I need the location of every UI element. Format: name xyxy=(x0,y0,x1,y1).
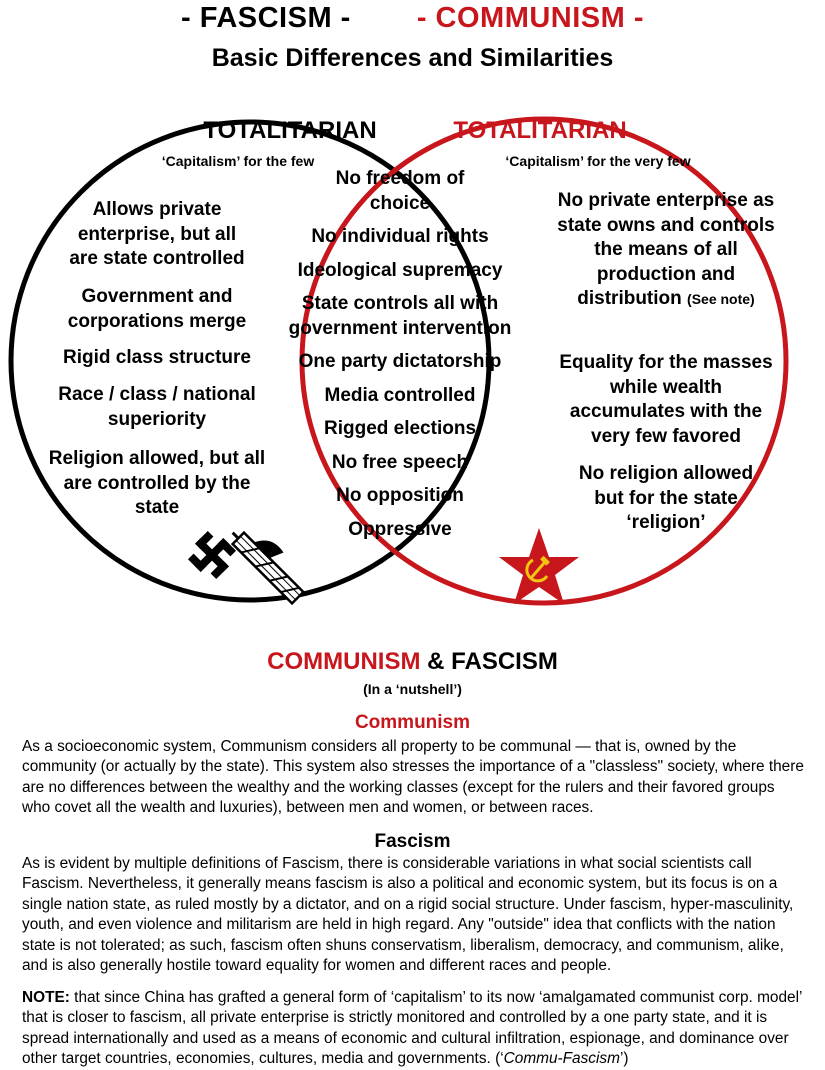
center-item: No individual rights xyxy=(311,226,489,247)
center-item: Oppressive xyxy=(348,518,452,540)
page-subtitle: Basic Differences and Similarities xyxy=(211,44,614,72)
right-heading: TOTALITARIAN xyxy=(453,117,627,144)
left-item: Race / class / national superiority xyxy=(58,384,256,430)
note-text: that since China has grafted a general form of ‘capitalism’ to its now ‘amalgamated communist corp. model’ that is closer to fascism, all private enterprise is strictly monitored and controlled by a one party state, and it is spread internationally and used as a means of economic and cultural infiltration, espionage, and dominance over other target countries, economies, cultures, media and governments. (‘ xyxy=(22,989,802,1068)
left-heading: TOTALITARIAN xyxy=(203,117,377,144)
fascism-title: - FASCISM - xyxy=(180,2,351,34)
right-item: Equality for the masses while wealth accumulates with the very few favored xyxy=(559,352,773,447)
center-item: One party dictatorship xyxy=(298,351,502,372)
center-item: State controls all with government intervention xyxy=(288,293,512,339)
right-item: No private enterprise as state owns and controls the means of all production and distribution xyxy=(557,190,775,309)
summary-title xyxy=(0,648,825,676)
center-item: No free speech xyxy=(331,451,469,473)
fascism-section-title: Fascism xyxy=(374,831,451,852)
note-paragraph xyxy=(22,988,806,1070)
communism-title: - COMMUNISM - xyxy=(416,2,645,34)
center-item: Ideological supremacy xyxy=(297,259,503,281)
right-tagline: ‘Capitalism’ for the very few xyxy=(505,153,691,169)
center-item: No opposition xyxy=(336,485,464,506)
note-close: ’) xyxy=(619,1050,629,1068)
note-italic: Commu-Fascism xyxy=(503,1050,620,1068)
left-item: Religion allowed, but all are controlled by the state xyxy=(48,448,266,518)
center-item: Media controlled xyxy=(324,384,476,406)
left-item: Government and corporations merge xyxy=(67,286,247,332)
swastika-icon xyxy=(184,527,241,584)
communism-paragraph: As a socioeconomic system, Communism considers all property to be communal — that is, owned by the community (or actually by the state). This system also stresses the importance of a "classless" society, where there are no differences between the wealthy and the working classes (except for the rulers and their favored groups who covet all the wealth and luxuries), between men and women, or between races. xyxy=(22,738,804,817)
summary-subtitle: (In a ‘nutshell’) xyxy=(363,681,462,697)
left-tagline: ‘Capitalism’ for the few xyxy=(161,153,315,169)
summary-title-fascism: & FASCISM xyxy=(427,648,558,675)
note-label: NOTE: xyxy=(22,989,70,1006)
left-item: Rigid class structure xyxy=(63,347,251,368)
summary-title-communism: COMMUNISM xyxy=(267,648,421,675)
center-item: No freedom of choice xyxy=(335,168,465,214)
communism-section-title: Communism xyxy=(354,712,471,733)
right-item: No religion allowed but for the state ‘religion’ xyxy=(578,463,754,533)
left-item: Allows private enterprise, but all are state controlled xyxy=(69,199,245,269)
center-item: Rigged elections xyxy=(323,418,477,439)
see-note: (See note) xyxy=(687,291,755,307)
fascism-paragraph: As is evident by multiple definitions of Fascism, there is considerable variations in what social scientists call Fascism. Nevertheless, it generally means fascism is also a political and economic system, but its focus is on a single nation state, as ruled mostly by a dictator, and on a rigid social structure. Under fascism, hyper-masculinity, youth, and even violence and militarism are held in high regard. Any "outside" idea that conflicts with the nation state is not tolerated; as such, fascism often shuns conservatism, liberalism, democracy, and communism, alike, and is also generally hostile toward equality for women and different races and people. xyxy=(22,855,794,975)
